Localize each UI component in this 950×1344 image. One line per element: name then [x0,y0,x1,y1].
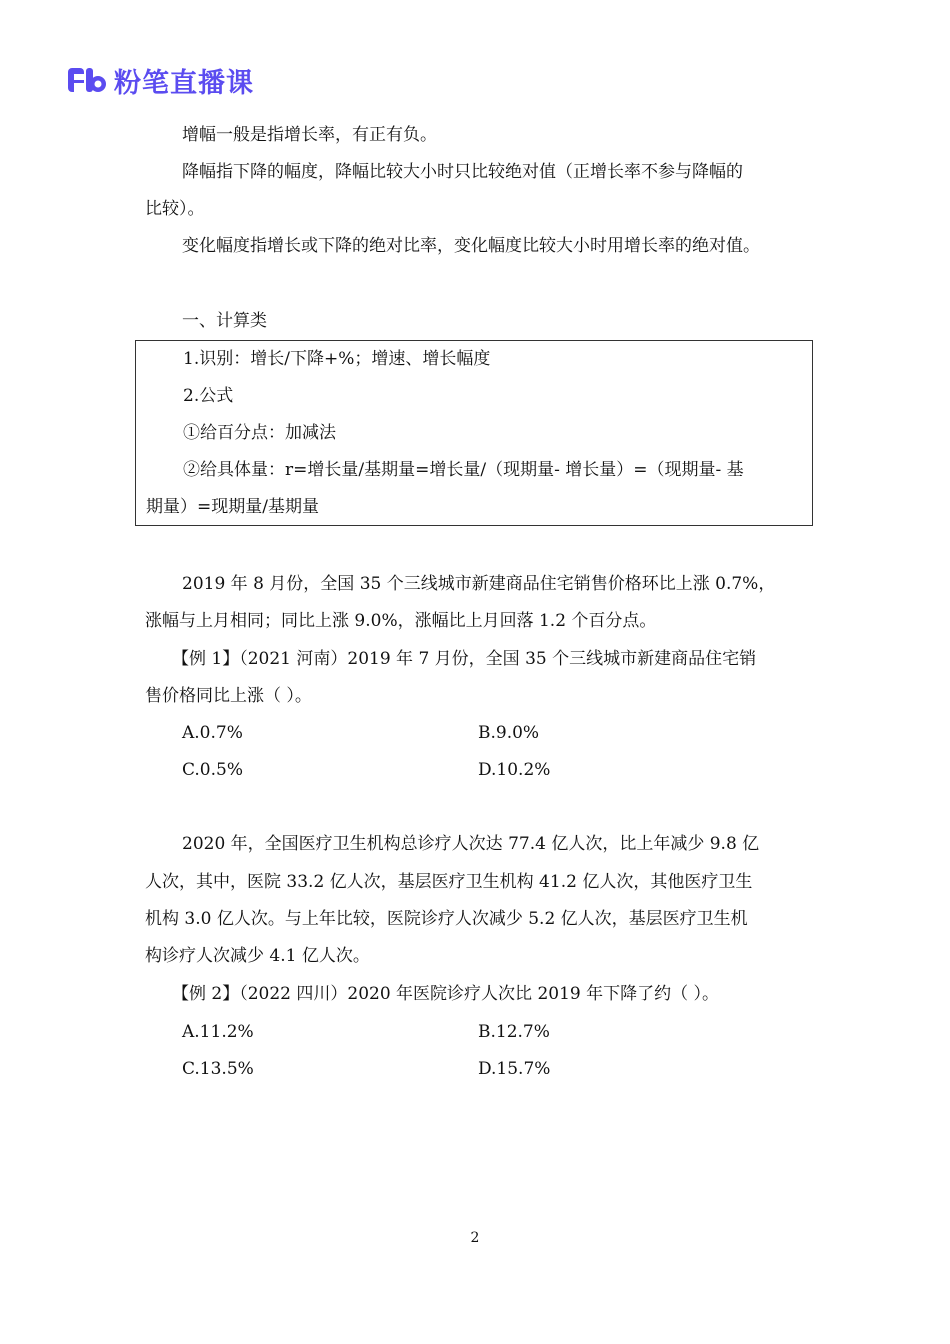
intro-line: 比较）。 [145,199,205,219]
material-line: 2020 年，全国医疗卫生机构总诊疗人次达 77.4 亿人次，比上年减少 9.8 亿 [182,834,760,854]
intro-line: 降幅指下降的幅度，降幅比较大小时只比较绝对值（正增长率不参与降幅的 [182,162,743,182]
box-line: 期量）=现期量/基期量 [146,497,319,517]
fb-logo-icon [66,65,108,95]
example-question: 售价格同比上涨（ ）。 [145,686,312,706]
material-line: 2019 年 8 月份，全国 35 个三线城市新建商品住宅销售价格环比上涨 0.7%， [182,574,776,594]
material-line: 人次，其中，医院 33.2 亿人次，基层医疗卫生机构 41.2 亿人次，其他医疗卫生 [145,872,753,892]
material-line: 涨幅与上月相同；同比上涨 9.0%，涨幅比上月回落 1.2 个百分点。 [145,611,657,631]
box-line: ②给具体量：r=增长量/基期量=增长量/（现期量- 增长量）=（现期量- 基 [183,460,744,480]
option-a: A.0.7% [182,723,243,743]
section-title: 一、计算类 [182,311,267,331]
option-a: A.11.2% [182,1022,254,1042]
material-line: 构诊疗人次减少 4.1 亿人次。 [145,946,370,966]
option-b: B.12.7% [478,1022,550,1042]
intro-line: 增幅一般是指增长率，有正有负。 [182,125,437,145]
option-d: D.10.2% [478,760,551,780]
box-line: 1.识别：增长/下降+%；增速、增长幅度 [183,349,491,369]
formula-box [135,340,813,526]
brand-logo [66,62,254,98]
option-b: B.9.0% [478,723,540,743]
example-question: 【例 1】（2021 河南）2019 年 7 月份，全国 35 个三线城市新建商品住宅销 [172,649,757,669]
option-d: D.15.7% [478,1059,551,1079]
page-number: 2 [470,1230,480,1246]
intro-line: 变化幅度指增长或下降的绝对比率，变化幅度比较大小时用增长率的绝对值。 [182,236,760,256]
option-c: C.0.5% [182,760,243,780]
box-line: 2.公式 [183,386,234,406]
box-line: ①给百分点：加减法 [183,423,336,443]
option-c: C.13.5% [182,1059,254,1079]
material-line: 机构 3.0 亿人次。与上年比较，医院诊疗人次减少 5.2 亿人次，基层医疗卫生机 [145,909,748,929]
brand-name: 粉笔直播课 [114,67,254,99]
example-question: 【例 2】（2022 四川）2020 年医院诊疗人次比 2019 年下降了约（ ）。 [172,984,720,1004]
